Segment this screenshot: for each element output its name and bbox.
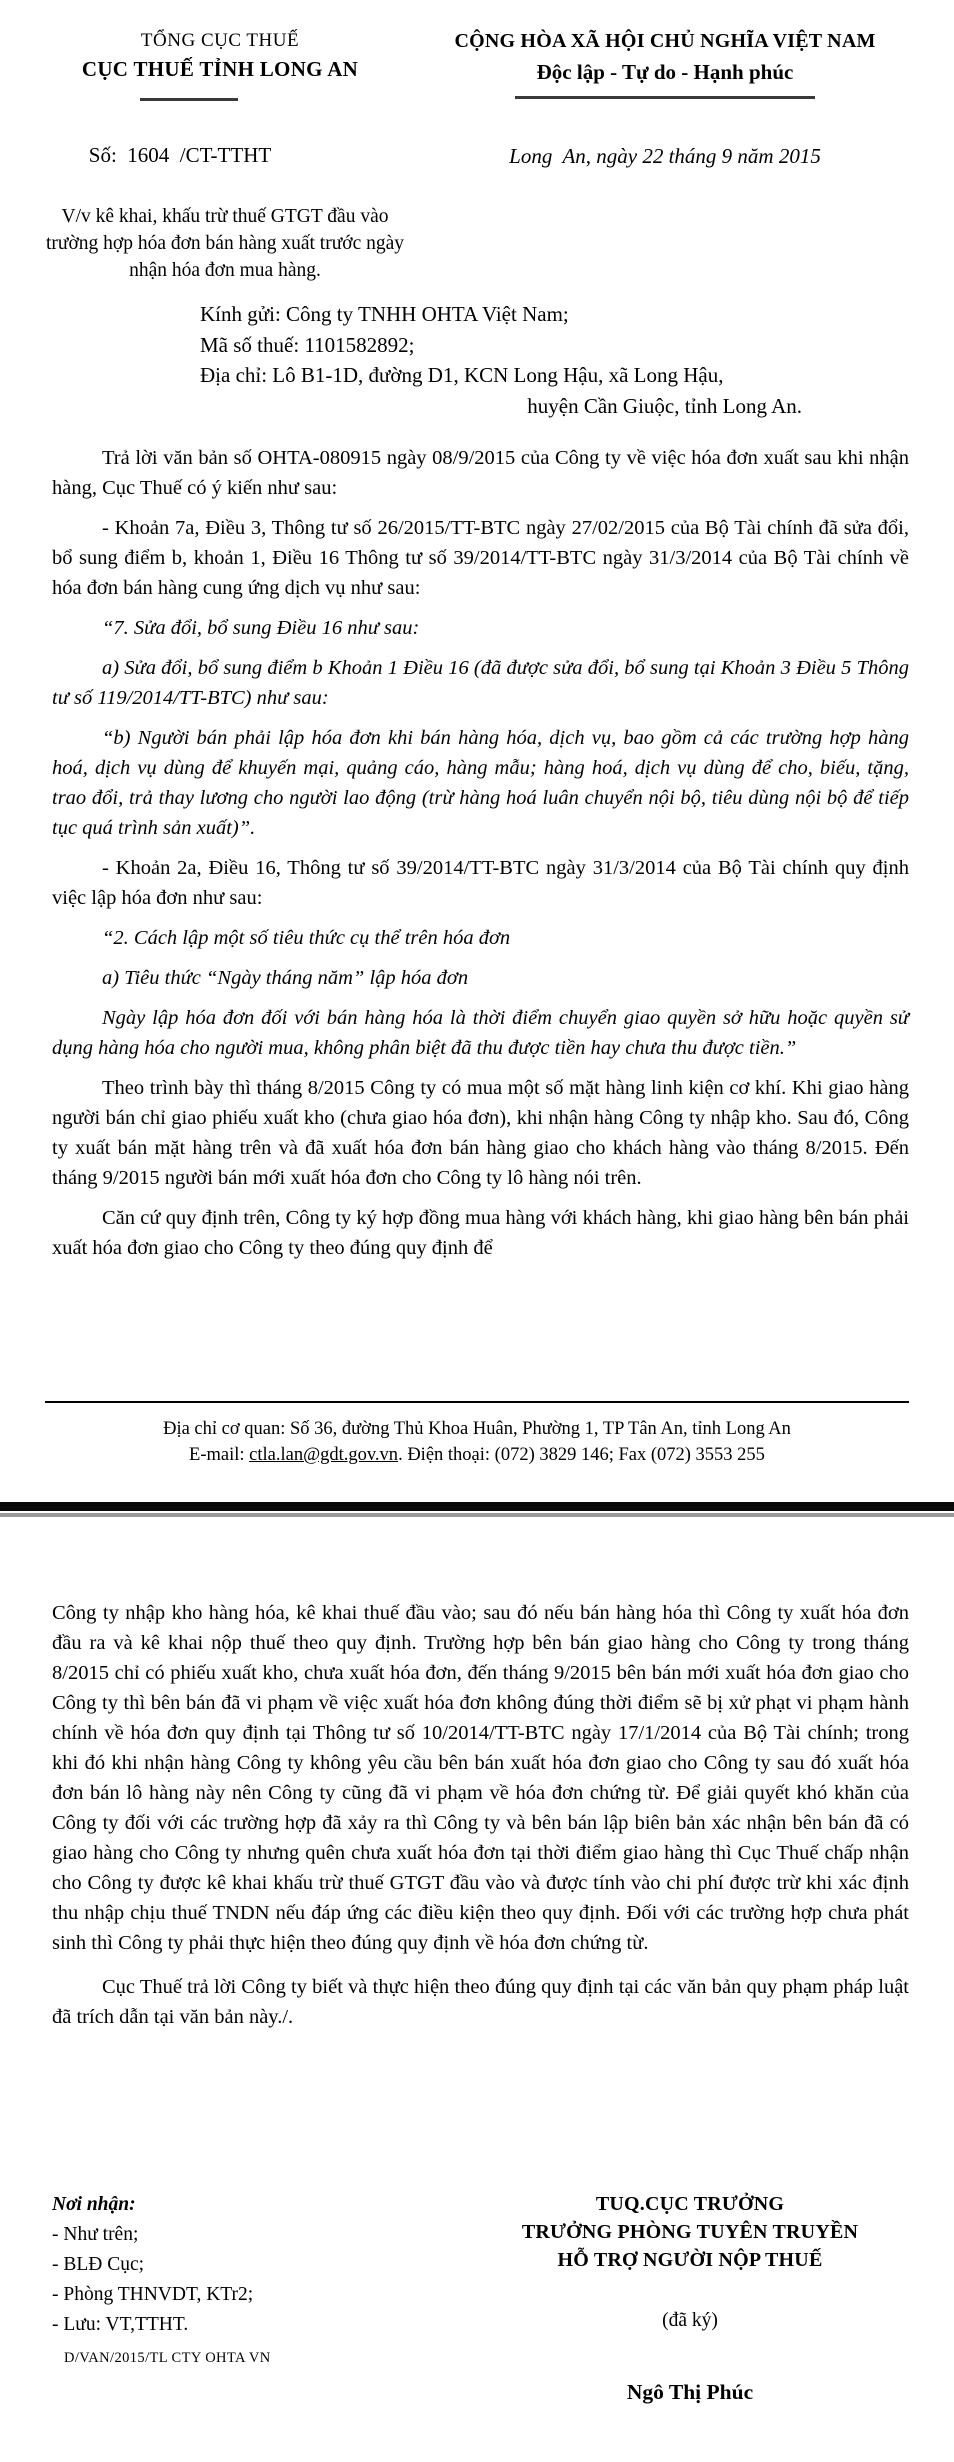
recipient-tax-id: Mã số thuế: 1101582892;: [200, 332, 415, 357]
recipients-list-item: - Như trên;: [52, 2224, 139, 2245]
paragraph: Cục Thuế trả lời Công ty biết và thực hiện theo đúng quy định tại các văn bản quy phạm pháp luật đã trích dẫn tại văn bản này./.: [52, 1976, 909, 2028]
recipient-line: Kính gửi: Công ty TNHH OHTA Việt Nam;: [200, 302, 569, 326]
org-name: CỤC THUẾ TỈNH LONG AN: [81, 57, 359, 81]
national-title: CỘNG HÒA XÃ HỘI CHỦ NGHĨA VIỆT NAM: [454, 30, 876, 52]
paragraph: Theo trình bày thì tháng 8/2015 Công ty có mua một số mặt hàng linh kiện cơ khí. Khi giao hàng người bán chỉ giao phiếu xuất kho (chưa giao hóa đơn), khi nhận hàng Công ty nhập kho. Sau đó, Công ty xuất bán mặt hàng trên và đã xuất hóa đơn bán hàng giao cho khách hàng vào tháng 8/2015. Đến tháng 9/2015 người bán mới xuất hóa đơn cho Công ty lô hàng nói trên.: [52, 1077, 909, 1189]
national-header-underline: [515, 96, 815, 99]
paragraph: Căn cứ quy định trên, Công ty ký hợp đồng mua hàng với khách hàng, khi giao hàng bên bán phải xuất hóa đơn giao cho Công ty theo đúng quy định để: [52, 1207, 909, 1259]
recipients-list-item: - Phòng THNVDT, KTr2;: [52, 2284, 254, 2305]
national-header: [400, 30, 930, 99]
page-break-bar: [0, 1502, 954, 1511]
paragraph: Công ty nhập kho hàng hóa, kê khai thuế đầu vào; sau đó nếu bán hàng hóa thì Công ty xuất hóa đơn đầu ra và kê khai nộp thuế theo quy định. Trường hợp bên bán giao hàng cho Công ty trong tháng 8/2015 chỉ có phiếu xuất kho, chưa xuất hóa đơn, đến tháng 9/2015 bên bán mới xuất hóa đơn giao cho Công ty thì bên bán đã vi phạm về việc xuất hóa đơn không đúng thời điểm sẽ bị xử phạt vi phạm hành chính về hóa đơn quy định tại Thông tư số 10/2014/TT-BTC ngày 17/1/2014 của Bộ Tài chính; trong khi đó khi nhận hàng Công ty không yêu cầu bên bán xuất hóa đơn giao cho Công ty sau đó xuất hóa đơn bán lô hàng này nên Công ty cũng đã vi phạm về hóa đơn chứng từ. Để giải quyết khó khăn của Công ty đối với các trường hợp đã xảy ra thì Công ty và bên bán lập biên bản xác nhận bên bán đã có giao hàng cho Công ty nhưng quên chưa xuất hóa đơn tại thời điểm giao hàng thì Cục Thuế chấp nhận cho Công ty được kê khai khấu trừ thuế GTGT đầu vào và được tính vào chi phí được trừ khi xác định thu nhập chịu thuế TNDN nếu đáp ứng các điều kiện theo quy định. Đối với các trường hợp chưa phát sinh thì Công ty phải thực hiện theo đúng quy định về hóa đơn chứng từ.: [52, 1602, 909, 1954]
recipients-list-block: [52, 2190, 271, 2373]
recipients-list-item: - Lưu: VT,TTHT.: [52, 2314, 189, 2335]
signature-block: [440, 2190, 940, 2405]
document-number: Số: 1604 /CT-TTHT: [88, 143, 272, 167]
page1-body: [52, 443, 909, 1273]
email-link[interactable]: ctla.lan@gdt.gov.vn: [249, 1445, 399, 1465]
signed-note: (đã ký): [662, 2310, 718, 2331]
page1-footer: [45, 1401, 909, 1468]
quoted-paragraph: “2. Cách lập một số tiêu thức cụ thể trên hóa đơn: [102, 927, 511, 949]
signer-name: Ngô Thị Phúc: [626, 2380, 754, 2404]
quoted-paragraph: a) Tiêu thức “Ngày tháng năm” lập hóa đơn: [102, 967, 469, 989]
signer-title-line1: TRƯỞNG PHÒNG TUYÊN TRUYỀN: [521, 2221, 859, 2243]
org-header: [40, 30, 400, 101]
signer-authority: TUQ.CỤC TRƯỞNG: [595, 2193, 785, 2215]
quoted-paragraph: Ngày lập hóa đơn đối với bán hàng hóa là thời điểm chuyển giao quyền sở hữu hoặc quyền sử dụng hàng hóa cho người mua, không phân biệt đã thu được tiền hay chưa thu được tiền.”: [52, 1007, 909, 1059]
email-label: E-mail:: [189, 1445, 250, 1465]
org-header-underline: [140, 98, 238, 101]
phone-fax: . Điện thoại: (072) 3829 146; Fax (072) 3553 255: [398, 1445, 765, 1465]
page-break-shadow: [0, 1513, 954, 1517]
recipients-list-title: Nơi nhận:: [52, 2194, 136, 2215]
quoted-paragraph: “7. Sửa đổi, bổ sung Điều 16 như sau:: [102, 617, 420, 639]
quoted-paragraph: a) Sửa đổi, bổ sung điểm b Khoản 1 Điều 16 (đã được sửa đổi, bổ sung tại Khoản 3 Điều 5 Thông tư số 119/2014/TT-BTC) như sau:: [52, 657, 909, 709]
signer-title-line2: HỖ TRỢ NGƯỜI NỘP THUẾ: [557, 2249, 823, 2271]
org-parent-name: TỔNG CỤC THUẾ: [140, 30, 300, 51]
document-subject: V/v kê khai, khấu trừ thuế GTGT đầu vào trường hợp hóa đơn bán hàng xuất trước ngày nhận hóa đơn mua hàng.: [45, 206, 405, 281]
recipient-address-line2: huyện Cần Giuộc, tỉnh Long An.: [527, 393, 802, 418]
quoted-paragraph: “b) Người bán phải lập hóa đơn khi bán hàng hóa, dịch vụ, bao gồm cả các trường hợp hàng hoá, dịch vụ dùng để khuyến mại, quảng cáo, hàng mẫu; hàng hoá, dịch vụ dùng để cho, biếu, tặng, trao đổi, trả thay lương cho người lao động (trừ hàng hoá luân chuyển nội bộ, tiêu dùng nội bộ để tiếp tục quá trình sản xuất)”.: [52, 727, 909, 839]
paragraph: - Khoản 7a, Điều 3, Thông tư số 26/2015/TT-BTC ngày 27/02/2015 của Bộ Tài chính đã sửa đổi, bổ sung điểm b, khoản 1, Điều 16 Thông tư số 39/2014/TT-BTC ngày 31/3/2014 của Bộ Tài chính về hóa đơn bán hàng cung ứng dịch vụ như sau:: [52, 517, 909, 599]
recipient-address-line1: Địa chỉ: Lô B1-1D, đường D1, KCN Long Hậu, xã Long Hậu,: [200, 363, 724, 387]
page2-body: [52, 1598, 909, 2042]
file-reference: D/VAN/2015/TL CTY OHTA VN: [64, 2350, 271, 2366]
paragraph: Trả lời văn bản số OHTA-080915 ngày 08/9/2015 của Công ty về việc hóa đơn xuất sau khi nhận hàng, Cục Thuế có ý kiến như sau:: [52, 447, 909, 499]
national-motto: Độc lập - Tự do - Hạnh phúc: [536, 60, 794, 84]
place-and-date: Long An, ngày 22 tháng 9 năm 2015: [509, 144, 821, 168]
recipients-list-item: - BLĐ Cục;: [52, 2254, 145, 2275]
page-break-divider: [0, 1502, 954, 1517]
office-address: Địa chỉ cơ quan: Số 36, đường Thủ Khoa Huân, Phường 1, TP Tân An, tỉnh Long An: [163, 1419, 791, 1439]
recipient-block: [200, 299, 812, 421]
office-contact: [45, 1442, 909, 1468]
paragraph: - Khoản 2a, Điều 16, Thông tư số 39/2014/TT-BTC ngày 31/3/2014 của Bộ Tài chính quy định việc lập hóa đơn như sau:: [52, 857, 909, 909]
